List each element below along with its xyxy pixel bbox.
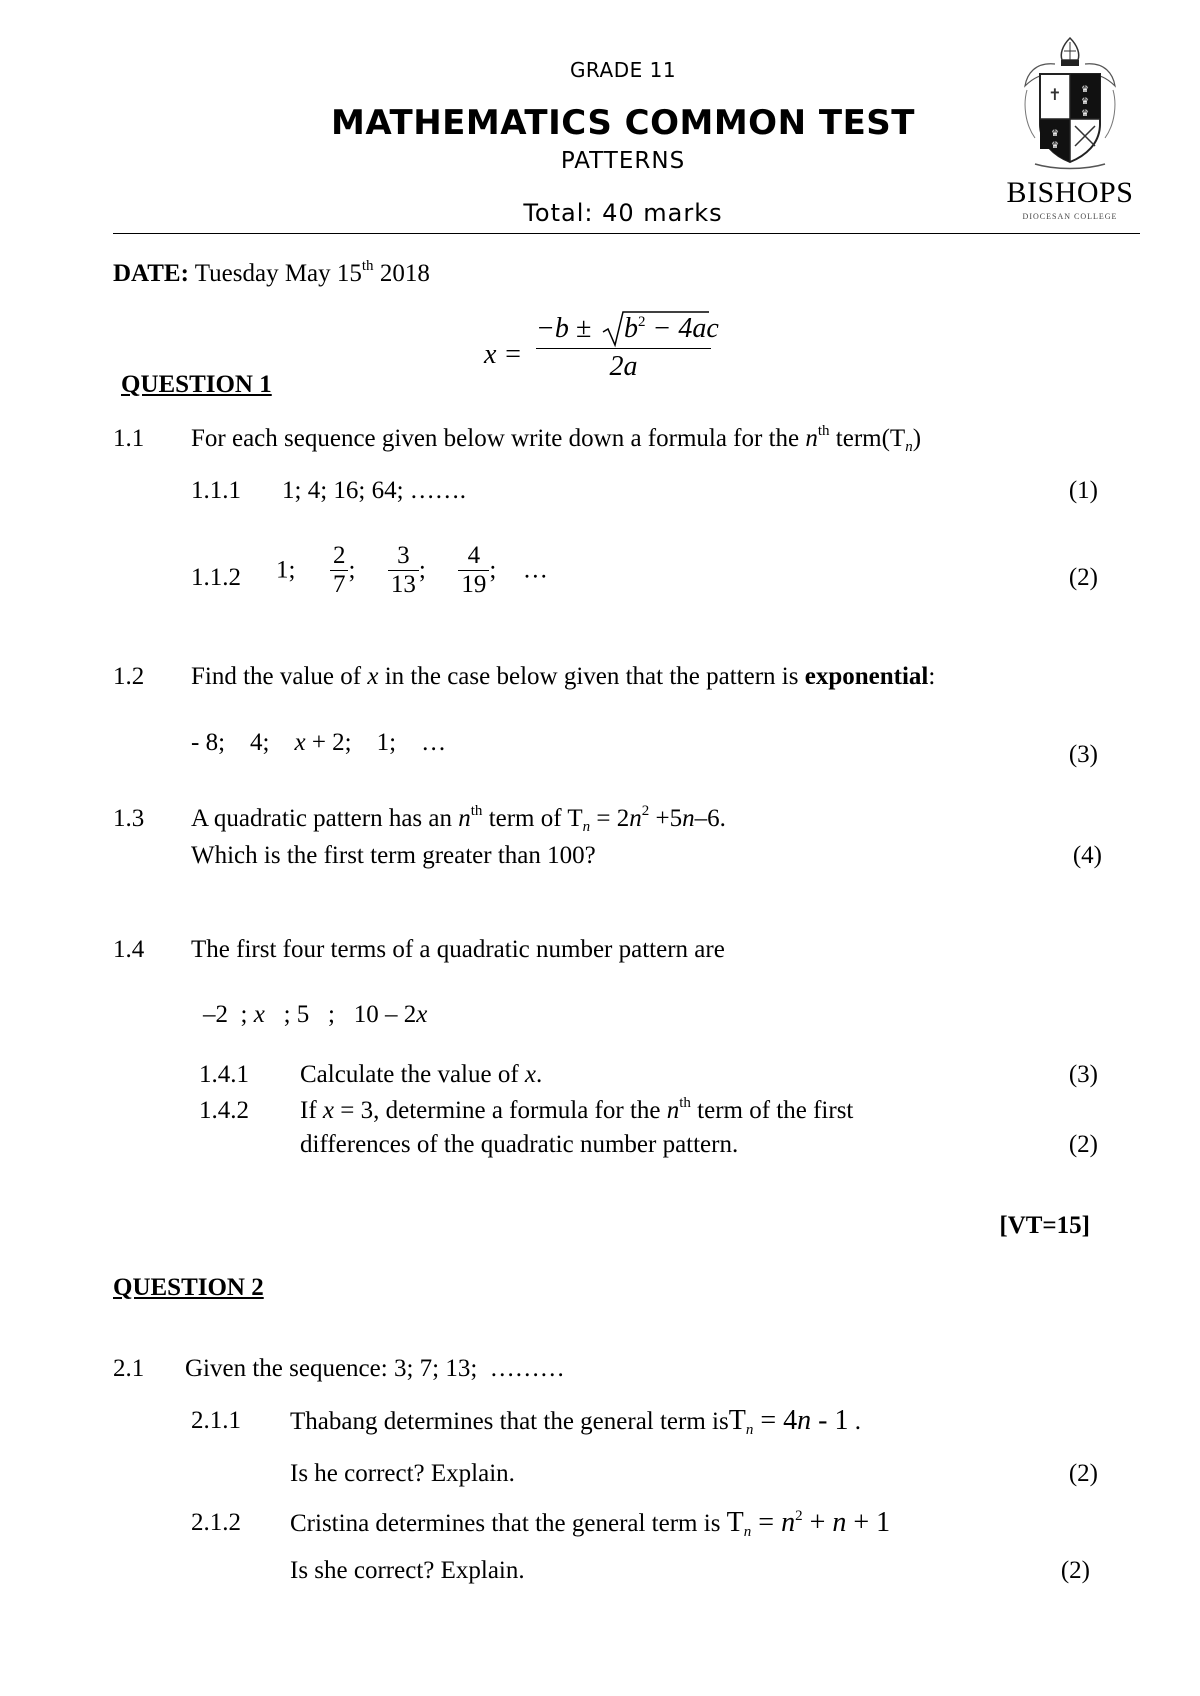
date-value: Tuesday May 15th 2018 xyxy=(194,258,430,287)
crest-icon xyxy=(1015,34,1125,174)
q1-3-marks: (4) xyxy=(1072,842,1102,869)
formula-lhs: x = xyxy=(484,339,523,370)
fraction-term: $\frac{3}{13}$ xyxy=(388,542,419,599)
formula-fraction xyxy=(536,308,719,383)
q1-4-2-line2: differences of the quadratic number pattern. xyxy=(300,1131,739,1158)
q1-4-2-number: 1.4.2 xyxy=(199,1097,249,1124)
q2-1-1-marks: (2) xyxy=(1068,1460,1098,1487)
fraction-term: $\frac{2}{7}$ xyxy=(330,542,349,599)
q1-4-2-line1: If x = 3, determine a formula for the $n^{th}$ term of the first xyxy=(300,1095,854,1124)
q1-2-sequence: - 8; 4; x + 2; 1; … xyxy=(191,729,447,756)
q1-1-1-marks: (1) xyxy=(1068,477,1098,504)
q1-1-number: 1.1 xyxy=(113,425,145,452)
q2-1-number: 2.1 xyxy=(113,1355,145,1382)
header-divider xyxy=(113,233,1140,234)
svg-text:♛: ♛ xyxy=(1080,109,1090,119)
date-line xyxy=(113,259,430,289)
svg-text:♛: ♛ xyxy=(1050,129,1060,139)
q2-1-text: Given the sequence: 3; 7; 13; ……… xyxy=(185,1355,565,1382)
q1-2-text: Find the value of x in the case below given that the pattern is exponential: xyxy=(191,663,936,690)
q2-1-2-line1: Cristina determines that the general term is $T_n = n^2 + n + 1$ xyxy=(290,1507,891,1540)
question1-heading: QUESTION 1 xyxy=(121,371,272,398)
test-subtitle: PATTERNS xyxy=(560,148,686,174)
q1-3-line1: A quadratic pattern has an $n^{th}$ term of $T_n = 2n^2 +5n-6$. xyxy=(191,803,726,835)
cristina-formula: $T_n = n^2 + n + 1$ xyxy=(726,1507,891,1540)
svg-text:♛: ♛ xyxy=(1080,97,1090,107)
q1-1-2-marks: (2) xyxy=(1068,564,1098,591)
q2-1-2-line2: Is she correct? Explain. xyxy=(290,1557,525,1584)
q1-1-text: For each sequence given below write down a formula for the $n^{th}$ $term(T_n)$ xyxy=(191,423,922,455)
q1-1-2-sequence: 1; $\frac{2}{7}$ ; $\frac{3}{13}$ ; $\frac{4}{19}$ ; … xyxy=(276,542,548,598)
school-name: BISHOPS xyxy=(1006,176,1134,209)
q1-4-1-text: Calculate the value of x. xyxy=(300,1061,543,1088)
q1-1-1-number: 1.1.1 xyxy=(191,477,241,504)
q1-2-number: 1.2 xyxy=(113,663,145,690)
school-tagline: DIOCESAN COLLEGE xyxy=(1022,212,1118,221)
total-marks: Total: 40 marks xyxy=(523,199,723,227)
q2-1-1-line2: Is he correct? Explain. xyxy=(290,1460,515,1487)
q2-1-1-line1: Thabang determines that the general term isT$_n$ = 4n - 1 . xyxy=(290,1405,861,1438)
q1-4-text: The first four terms of a quadratic number pattern are xyxy=(191,936,725,963)
q1-3-line2: Which is the first term greater than 100? xyxy=(191,842,596,869)
question2-heading: QUESTION 2 xyxy=(113,1274,264,1301)
svg-text:♛: ♛ xyxy=(1080,85,1090,95)
q2-1-2-number: 2.1.2 xyxy=(191,1509,241,1536)
q1-4-number: 1.4 xyxy=(113,936,145,963)
school-crest xyxy=(1015,34,1125,174)
q2-1-2-marks: (2) xyxy=(1060,1557,1090,1584)
test-title: MATHEMATICS COMMON TEST xyxy=(331,103,915,143)
q2-1-1-number: 2.1.1 xyxy=(191,1407,241,1434)
q1-4-terms: –2 ; x ; 5 ; 10 – 2x xyxy=(203,1001,428,1028)
svg-text:✝: ✝ xyxy=(1048,85,1062,104)
q1-3-number: 1.3 xyxy=(113,805,145,832)
thabang-formula: $T_n = 4n - 1$ xyxy=(728,1405,849,1438)
q1-1-1-sequence: 1; 4; 16; 64; ……. xyxy=(282,477,467,504)
fraction-term: $\frac{4}{19}$ xyxy=(458,542,489,599)
formula-denominator: 2a xyxy=(609,351,638,382)
q1-1-2-number: 1.1.2 xyxy=(191,564,241,591)
date-label: DATE: xyxy=(113,260,189,287)
q1-4-1-number: 1.4.1 xyxy=(199,1061,249,1088)
q1-2-marks: (3) xyxy=(1068,741,1098,768)
grade-label: GRADE 11 xyxy=(569,58,677,82)
svg-text:♛: ♛ xyxy=(1050,141,1060,151)
formula-numerator: −b ± $b^2 - 4ac$ xyxy=(536,308,711,348)
q1-4-1-marks: (3) xyxy=(1068,1061,1098,1088)
q1-4-2-marks: (2) xyxy=(1068,1131,1098,1158)
question1-total: [VT=15] xyxy=(999,1212,1090,1239)
